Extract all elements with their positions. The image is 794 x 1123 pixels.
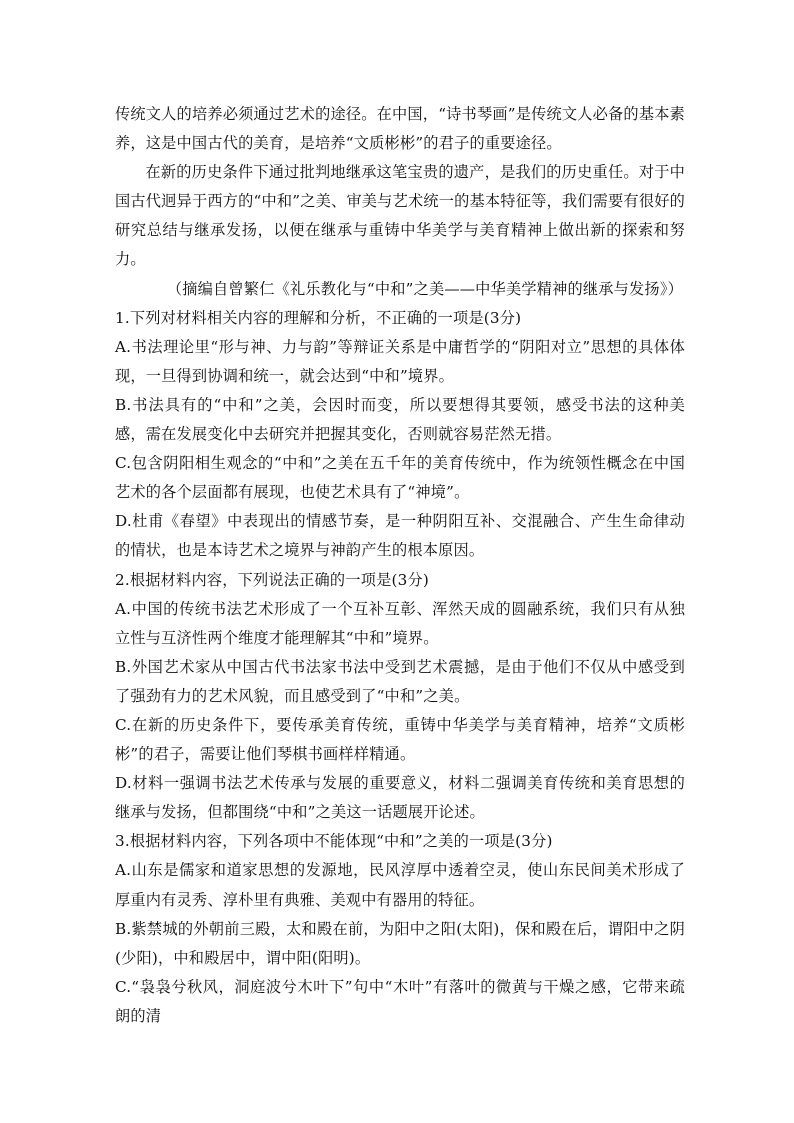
option-a: A.山东是儒家和道家思想的发源地，民风淳厚中透着空灵，使山东民间美术形成了厚重内有灵秀、淳朴里有典雅、美观中有器用的特征。	[115, 861, 685, 909]
option-c: C.包含阴阳相生观念的“中和”之美在五千年的美育传统中，作为统领性概念在中国艺术的各个层面都有展现，也使艺术具有了“神境”。	[115, 454, 685, 502]
passage-paragraph: 在新的历史条件下通过批判地继承这笔宝贵的遗产，是我们的历史重任。对于中国古代迥异于西方的“中和”之美、审美与艺术统一的基本特征等，我们需要有很好的研究总结与继承发扬，以便在继承与重铸中华美学与美育精神上做出新的探索和努力。	[115, 163, 685, 269]
question-stem: 1.下列对材料相关内容的理解和分析，不正确的一项是(3分)	[115, 308, 522, 327]
option-d: D.材料一强调书法艺术传承与发展的重要意义，材料二强调美育传统和美育思想的继承与发扬，但都围绕“中和”之美这一话题展开论述。	[115, 774, 685, 822]
passage-paragraph: 传统文人的培养必须通过艺术的途径。在中国，“诗书琴画”是传统文人必备的基本素养，这是中国古代的美育，是培养“文质彬彬”的君子的重要途径。	[115, 105, 685, 153]
passage-source: （摘编自曾繁仁《礼乐教化与“中和”之美——中华美学精神的继承与发扬》）	[166, 279, 683, 298]
question-2	[115, 566, 685, 828]
option-b: B.紫禁城的外朝前三殿，太和殿在前，为阳中之阳(太阳)，保和殿在后，谓阳中之阴(少阳)，中和殿居中，谓中阳(阳明)。	[115, 919, 685, 967]
question-3	[115, 827, 685, 1031]
option-a: A.书法理论里“形与神、力与韵”等辩证关系是中庸哲学的“阴阳对立”思想的具体体现，一旦得到协调和统一，就会达到“中和”境界。	[115, 337, 685, 385]
question-1	[115, 304, 685, 566]
option-b: B.外国艺术家从中国古代书法家书法中受到艺术震撼，是由于他们不仅从中感受到了强劲有力的艺术风貌，而且感受到了“中和”之美。	[115, 657, 685, 705]
document-page	[115, 100, 685, 1031]
option-d: D.杜甫《春望》中表现出的情感节奏，是一种阴阳互补、交混融合、产生生命律动的情状，也是本诗艺术之境界与神韵产生的根本原因。	[115, 512, 685, 560]
option-b: B.书法具有的“中和”之美，会因时而变，所以要想得其要领，感受书法的这种美感，需在发展变化中去研究并把握其变化，否则就容易茫然无措。	[115, 395, 685, 444]
question-stem: 2.根据材料内容，下列说法正确的一项是(3分)	[115, 570, 429, 589]
option-c: C.“袅袅兮秋风，洞庭波兮木叶下”句中“木叶”有落叶的微黄与干燥之感，它带来疏朗的清	[115, 977, 685, 1025]
question-stem: 3.根据材料内容，下列各项中不能体现“中和”之美的一项是(3分)	[115, 832, 553, 851]
option-c: C.在新的历史条件下，要传承美育传统，重铸中华美学与美育精神，培养“文质彬彬”的君子，需要让他们琴棋书画样样精通。	[115, 715, 685, 764]
option-a: A.中国的传统书法艺术形成了一个互补互彰、浑然天成的圆融系统，我们只有从独立性与互济性两个维度才能理解其“中和”境界。	[115, 599, 685, 647]
